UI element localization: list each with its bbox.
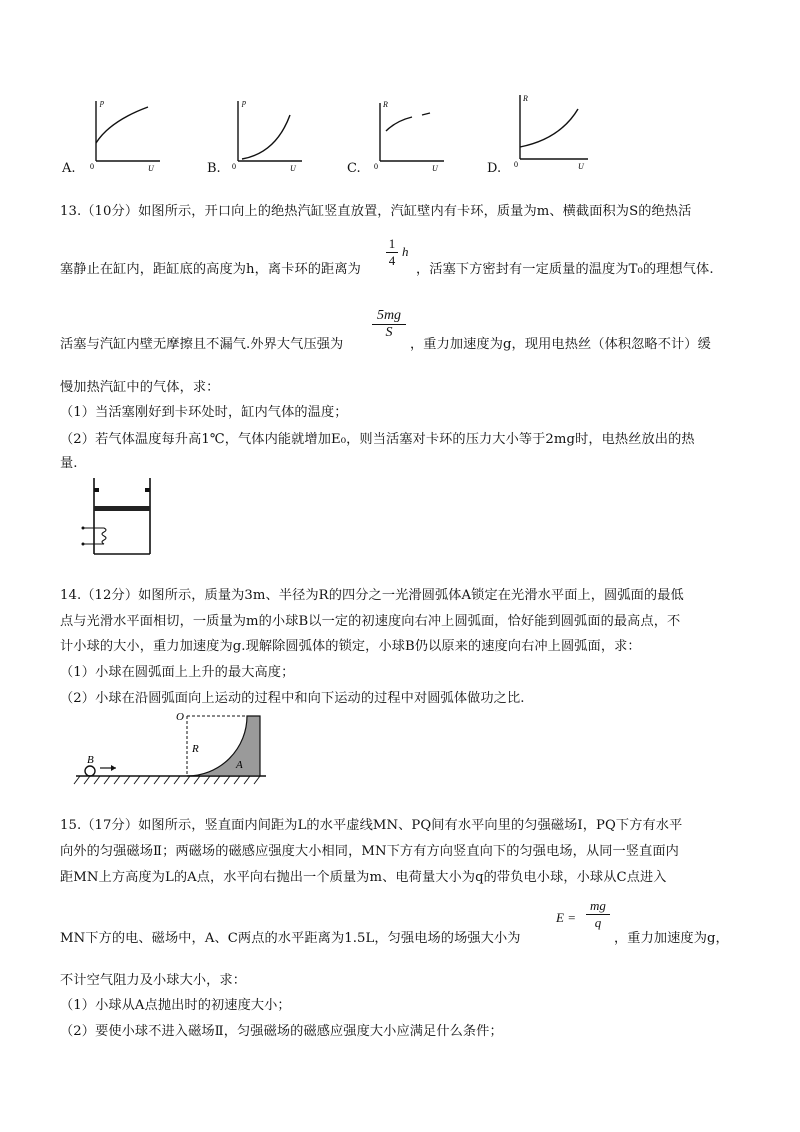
- option-d-ylabel: R: [523, 94, 528, 103]
- option-c-graph: [372, 93, 452, 173]
- q15-sub2: （2）要使小球不进入磁场Ⅱ，匀强磁场的磁感应强度大小应满足什么条件；: [60, 1024, 503, 1039]
- q13-line2a: 塞静止在缸内，距缸底的高度为h，离卡环的距离为: [60, 262, 361, 277]
- q13-fraction-pressure: [372, 308, 406, 341]
- q15-line3: 距MN上方高度为L的A点，水平向右抛出一个质量为m、电荷量大小为q的带负电小球，小球从C点进入: [60, 870, 667, 885]
- option-a-graph: [88, 93, 168, 173]
- q13-line1: 13.（10分）如图所示，开口向上的绝热汽缸竖直放置，汽缸壁内有卡环，质量为m、横截面积为S的绝热活: [60, 204, 692, 219]
- q13-fraction-quarter: [386, 236, 398, 269]
- option-a-xlabel: U: [148, 164, 154, 173]
- q13-sub1: （1）当活塞刚好到卡环处时，缸内气体的温度；: [60, 405, 348, 420]
- q14-line2: 点与光滑水平面相切，一质量为m的小球B以一定的初速度向右冲上圆弧面，恰好能到圆弧面的最高点，不: [60, 614, 681, 629]
- q14-sub1: （1）小球在圆弧面上上升的最大高度；: [60, 665, 295, 680]
- option-graphs: [0, 85, 800, 180]
- q13-line3a: 活塞与汽缸内壁无摩擦且不漏气.外界大气压强为: [60, 337, 344, 352]
- q15-line5: 不计空气阻力及小球大小，求：: [60, 973, 247, 988]
- q13-sub2b: 量.: [60, 456, 78, 471]
- option-a-origin: 0: [90, 162, 94, 171]
- option-c-xlabel: U: [432, 164, 438, 173]
- option-a-ylabel: p: [100, 98, 104, 107]
- q13-line3b: ，重力加速度为g，现用电热丝（体积忽略不计）缓: [410, 337, 711, 352]
- q13-cylinder-figure: [80, 474, 170, 564]
- q13-frac1-num: 1: [388, 236, 396, 251]
- option-b-origin: 0: [232, 162, 236, 171]
- option-d-graph: [510, 89, 600, 173]
- q15-frac-den: q: [594, 915, 602, 930]
- q15-frac-num: mg: [590, 898, 606, 913]
- option-d-letter: D.: [487, 161, 502, 176]
- q15-fraction-field: [586, 898, 610, 931]
- q14-line1: 14.（12分）如图所示，质量为3m、半径为R的四分之一光滑圆弧体A锁定在光滑水平面上，圆弧面的最低: [60, 588, 684, 603]
- option-d-origin: 0: [514, 160, 518, 169]
- q13-line2b: ，活塞下方密封有一定质量的温度为T₀的理想气体.: [416, 262, 714, 277]
- q14-label-A: A: [236, 759, 243, 771]
- q13-frac1-tail: h: [402, 244, 409, 259]
- q14-label-B: B: [87, 754, 94, 766]
- q13-line4: 慢加热汽缸中的气体，求：: [60, 380, 220, 395]
- q13-frac2-num: 5mg: [376, 308, 402, 323]
- q15-line4b: ，重力加速度为g，: [614, 931, 729, 946]
- option-a-letter: A.: [62, 161, 76, 176]
- option-b-graph: [230, 93, 310, 173]
- q14-label-R: R: [192, 743, 199, 755]
- q14-label-O: O: [176, 711, 184, 723]
- q15-line4a: MN下方的电、磁场中，A、C两点的水平距离为1.5L，匀强电场的场强大小为: [60, 931, 521, 946]
- option-b-xlabel: U: [290, 164, 296, 173]
- q13-sub2: （2）若气体温度每升高1℃，气体内能就增加E₀，则当活塞对卡环的压力大小等于2mg时，电热丝放出的热: [60, 432, 695, 447]
- q15-line2: 向外的匀强磁场Ⅱ；两磁场的磁感应强度大小相同，MN下方有方向竖直向下的匀强电场，从同一竖直面内: [60, 844, 679, 859]
- q14-line3: 计小球的大小，重力加速度为g.现解除圆弧体的锁定，小球B仍以原来的速度向右冲上圆弧面，求：: [60, 639, 641, 654]
- option-d-xlabel: U: [578, 162, 584, 171]
- q14-arc-figure: [72, 708, 272, 790]
- q13-frac1-den: 4: [388, 253, 396, 268]
- q15-line1: 15.（17分）如图所示，竖直面内间距为L的水平虚线MN、PQ间有水平向里的匀强磁场Ⅰ，PQ下方有水平: [60, 818, 683, 833]
- option-c-origin: 0: [374, 162, 378, 171]
- option-b-letter: B.: [207, 161, 221, 176]
- q14-sub2: （2）小球在沿圆弧面向上运动的过程中和向下运动的过程中对圆弧体做功之比.: [60, 691, 525, 706]
- option-c-letter: C.: [347, 161, 361, 176]
- option-c-ylabel: R: [383, 100, 388, 109]
- q15-sub1: （1）小球从A点抛出时的初速度大小；: [60, 998, 291, 1013]
- q13-frac2-den: S: [385, 325, 393, 340]
- q15-E-label: E =: [556, 910, 576, 925]
- option-b-ylabel: p: [242, 98, 246, 107]
